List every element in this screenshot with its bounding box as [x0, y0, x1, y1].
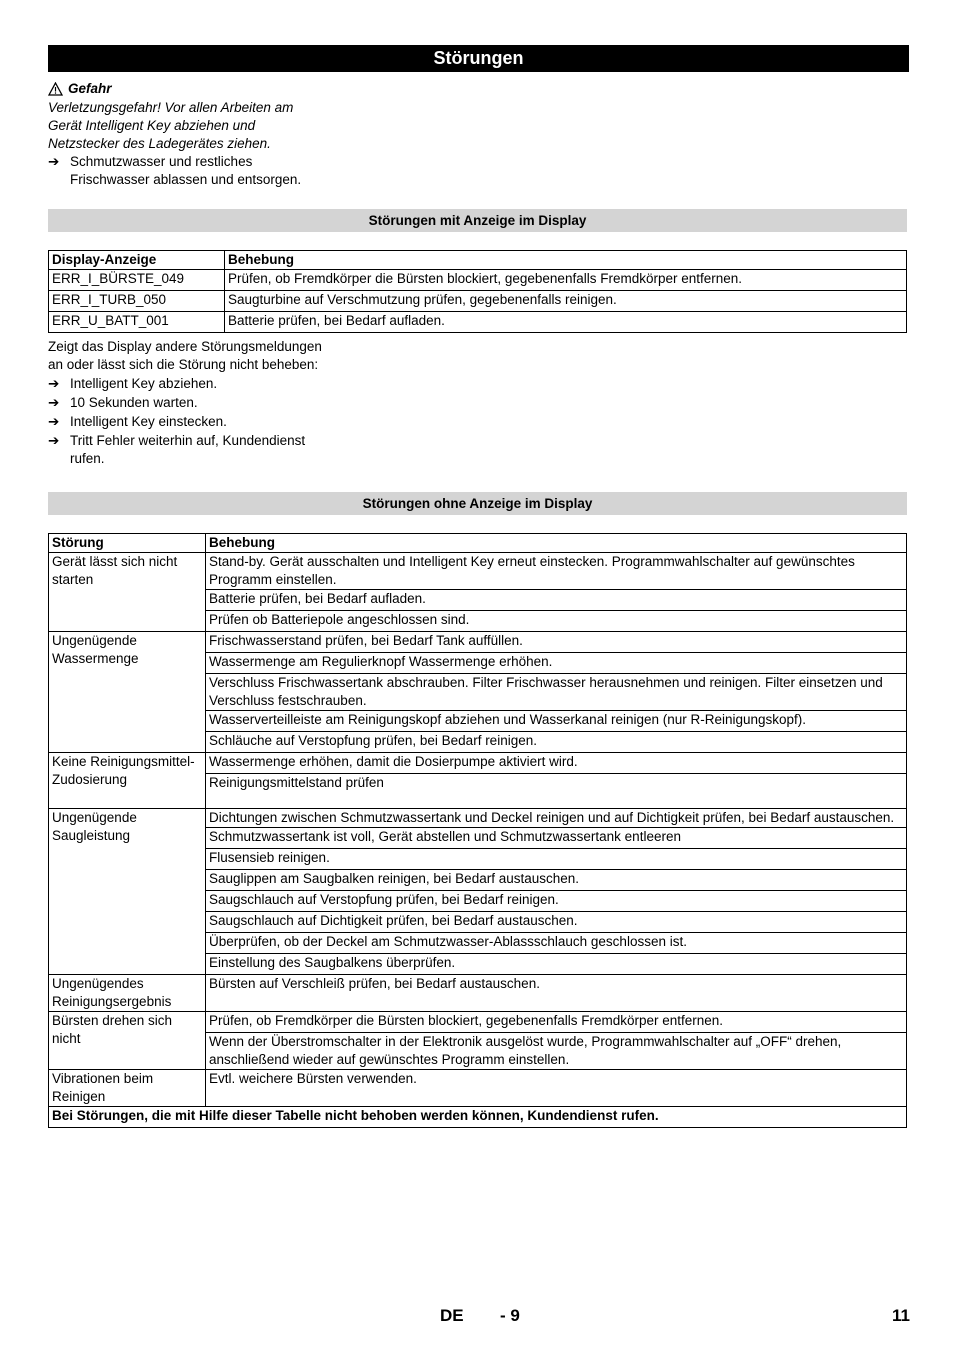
table-header-row	[49, 534, 907, 553]
table-row	[49, 1070, 907, 1107]
warning-triangle-icon	[48, 82, 63, 96]
table-row	[49, 270, 907, 291]
footer-page-number: 11	[892, 1306, 910, 1325]
remedy: Prüfen, ob Fremdkörper die Bürsten blockiert, gegebenenfalls Fremdkörper entfernen.	[225, 270, 907, 291]
table-row	[49, 291, 907, 312]
footer-language: DE	[440, 1306, 464, 1325]
remedy: Wassermenge erhöhen, damit die Dosierpumpe aktiviert wird.	[206, 753, 907, 774]
section-display-title: Störungen mit Anzeige im Display	[48, 209, 907, 232]
remedy: Schmutzwassertank ist voll, Gerät abstellen und Schmutzwassertank entleeren	[206, 828, 907, 849]
table-row	[49, 753, 907, 774]
remedy: Frischwasserstand prüfen, bei Bedarf Tank auffüllen.	[206, 632, 907, 653]
fault-name: Vibrationen beim Reinigen	[49, 1070, 206, 1107]
table-footer-row	[49, 1107, 907, 1128]
remedy: Dichtungen zwischen Schmutzwassertank und Deckel reinigen und auf Dichtigkeit prüfen, bei Bedarf austauschen.	[206, 809, 907, 828]
arrow-right-icon: ➔	[48, 433, 60, 448]
warning-block	[48, 80, 323, 189]
fault-name: Ungenügende Saugleistung	[49, 809, 206, 975]
remedy: Sauglippen am Saugbalken reinigen, bei Bedarf austauschen.	[206, 870, 907, 891]
table-header-row	[49, 251, 907, 270]
arrow-right-icon: ➔	[48, 154, 60, 169]
column-header: Behebung	[225, 251, 907, 270]
remedy: Wasserverteilleiste am Reinigungskopf abziehen und Wasserkanal reinigen (nur R-Reinigungskopf).	[206, 711, 907, 732]
warning-text: Verletzungsgefahr! Vor allen Arbeiten am Gerät Intelligent Key abziehen und Netzstecker des Ladegerätes ziehen.	[48, 100, 294, 151]
page-title: Störungen	[48, 45, 909, 72]
remedy: Wenn der Überstromschalter in der Elektronik ausgelöst wurde, Programmwahlschalter auf „OFF“ drehen, anschließend wieder auf gewünschtes Programm einstellen.	[206, 1033, 907, 1070]
table-row	[49, 1012, 907, 1033]
list-item	[48, 375, 323, 393]
list-item	[48, 394, 323, 412]
fault-name: Ungenügende Wassermenge	[49, 632, 206, 753]
remedy: Stand-by. Gerät ausschalten und Intelligent Key erneut einstecken. Programmwahlschalter auf gewünschtes Programm einstellen.	[206, 553, 907, 590]
warning-step-text: Schmutzwasser und restliches Frischwasser ablassen und entsorgen.	[70, 154, 302, 187]
other-messages-intro: Zeigt das Display andere Störungsmeldungen an oder lässt sich die Störung nicht beheben:	[48, 339, 322, 372]
remedy: Saugschlauch auf Dichtigkeit prüfen, bei Bedarf austauschen.	[206, 912, 907, 933]
remedy: Bürsten auf Verschleiß prüfen, bei Bedarf austauschen.	[206, 975, 907, 1012]
remedy: Wassermenge am Regulierknopf Wassermenge erhöhen.	[206, 653, 907, 674]
arrow-right-icon: ➔	[48, 395, 60, 410]
footer-section-page: - 9	[500, 1306, 520, 1325]
remedy: Reinigungsmittelstand prüfen	[206, 774, 907, 809]
fault-name: Ungenügendes Reinigungsergebnis	[49, 975, 206, 1012]
column-header: Störung	[49, 534, 206, 553]
step-text: Tritt Fehler weiterhin auf, Kundendienst rufen.	[70, 433, 306, 466]
warning-heading-text: Gefahr	[68, 81, 112, 96]
warning-heading	[48, 80, 323, 98]
arrow-right-icon: ➔	[48, 376, 60, 391]
table-row	[49, 975, 907, 1012]
list-item	[48, 432, 323, 468]
remedy: Prüfen ob Batteriepole angeschlossen sind.	[206, 611, 907, 632]
table-row	[49, 553, 907, 590]
fault-name: Keine Reinigungsmittel-Zudosierung	[49, 753, 206, 809]
remedy: Flusensieb reinigen.	[206, 849, 907, 870]
table-row	[49, 632, 907, 653]
remedy: Batterie prüfen, bei Bedarf aufladen.	[206, 590, 907, 611]
step-text: 10 Sekunden warten.	[70, 395, 198, 410]
remedy: Einstellung des Saugbalkens überprüfen.	[206, 954, 907, 975]
error-code: ERR_I_TURB_050	[49, 291, 225, 312]
fault-name: Bürsten drehen sich nicht	[49, 1012, 206, 1070]
remedy: Batterie prüfen, bei Bedarf aufladen.	[225, 312, 907, 333]
table-footer-note: Bei Störungen, die mit Hilfe dieser Tabelle nicht behoben werden können, Kundendienst rufen.	[49, 1107, 907, 1128]
remedy: Überprüfen, ob der Deckel am Schmutzwasser-Ablassschlauch geschlossen ist.	[206, 933, 907, 954]
column-header: Display-Anzeige	[49, 251, 225, 270]
remedy: Evtl. weichere Bürsten verwenden.	[206, 1070, 907, 1107]
warning-step	[48, 153, 323, 189]
table-row	[49, 312, 907, 333]
error-code: ERR_I_BÜRSTE_049	[49, 270, 225, 291]
arrow-right-icon: ➔	[48, 414, 60, 429]
remedy: Saugschlauch auf Verstopfung prüfen, bei Bedarf reinigen.	[206, 891, 907, 912]
remedy: Prüfen, ob Fremdkörper die Bürsten blockiert, gegebenenfalls Fremdkörper entfernen.	[206, 1012, 907, 1033]
remedy: Schläuche auf Verstopfung prüfen, bei Bedarf reinigen.	[206, 732, 907, 753]
step-text: Intelligent Key einstecken.	[70, 414, 227, 429]
column-header: Behebung	[206, 534, 907, 553]
fault-name: Gerät lässt sich nicht starten	[49, 553, 206, 632]
remedy: Saugturbine auf Verschmutzung prüfen, gegebenenfalls reinigen.	[225, 291, 907, 312]
step-text: Intelligent Key abziehen.	[70, 376, 218, 391]
table-row	[49, 809, 907, 828]
section-no-display-title: Störungen ohne Anzeige im Display	[48, 492, 907, 515]
remedy: Verschluss Frischwassertank abschrauben. Filter Frischwasser herausnehmen und reinigen. Filter einsetzen und Verschluss festschrauben.	[206, 674, 907, 711]
error-code: ERR_U_BATT_001	[49, 312, 225, 333]
faults-table	[48, 533, 907, 1128]
other-messages-block	[48, 338, 323, 468]
display-errors-table	[48, 250, 907, 333]
list-item	[48, 413, 323, 431]
